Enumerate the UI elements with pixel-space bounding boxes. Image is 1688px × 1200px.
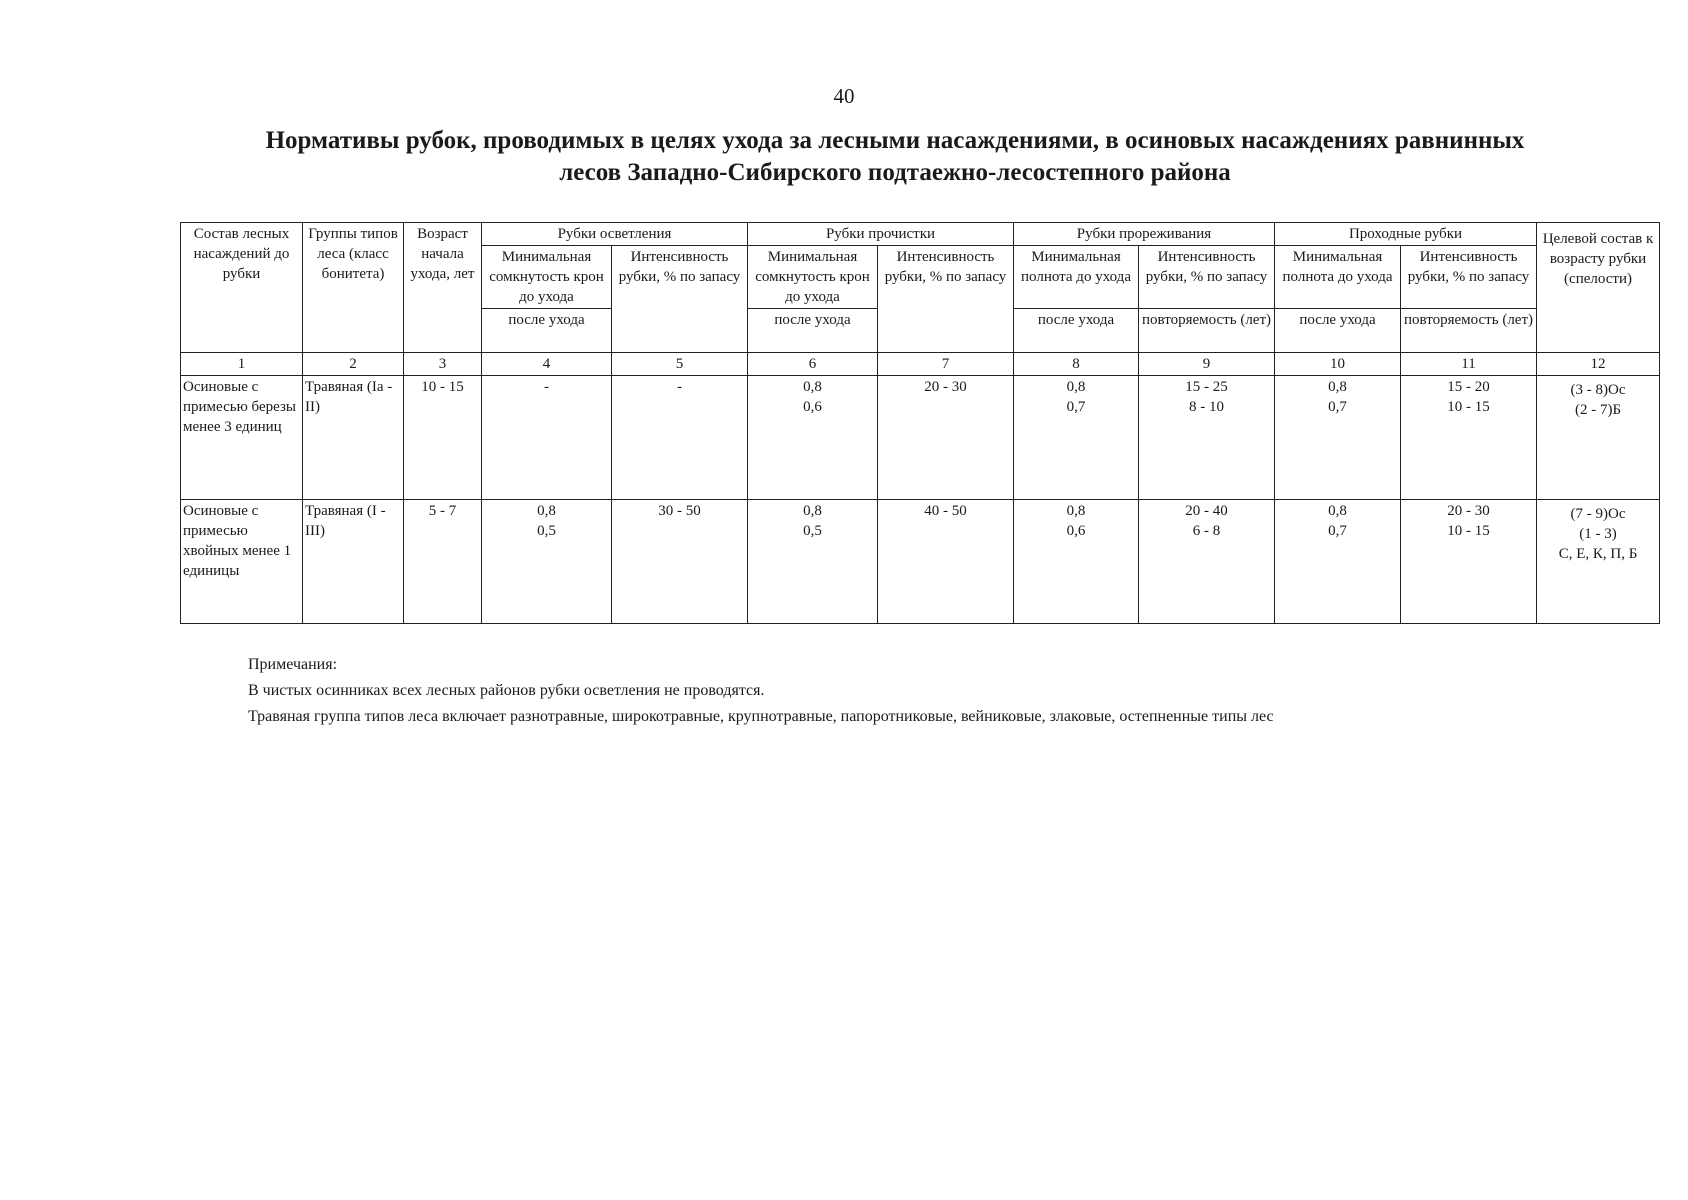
cell-value-repeatability: 8 - 10 bbox=[1189, 399, 1224, 415]
header-clearing-intensity: Интенсивность рубки, % по запасу bbox=[612, 246, 748, 353]
table-row bbox=[181, 500, 1660, 624]
header-clearing: Рубки осветления bbox=[482, 223, 748, 246]
cell-value-repeatability: 10 - 15 bbox=[1447, 523, 1490, 539]
header-row-1 bbox=[181, 223, 1660, 246]
cell-value-after: 0,5 bbox=[803, 523, 822, 539]
header-cleaning-min-closure: Минимальная сомкнутость крон до ухода bbox=[748, 246, 878, 309]
cell-composition: Осиновые с примесью хвойных менее 1 единицы bbox=[181, 500, 303, 624]
cell-cleaning-min-closure bbox=[748, 376, 878, 500]
cell-forest-type-group: Травяная (I - III) bbox=[303, 500, 404, 624]
header-start-age: Возраст начала ухода, лет bbox=[404, 223, 482, 353]
cell-value: 20 - 40 bbox=[1185, 503, 1228, 519]
header-cleaning: Рубки прочистки bbox=[748, 223, 1014, 246]
header-passing-repeatability: повторяемость (лет) bbox=[1401, 309, 1537, 353]
cell-value: 20 - 30 bbox=[1447, 503, 1490, 519]
cell-value-after: 0,7 bbox=[1066, 399, 1086, 415]
header-clearing-min-closure: Минимальная сомкнутость крон до ухода bbox=[482, 246, 612, 309]
cell-value: 0,8 bbox=[537, 503, 556, 519]
column-number: 2 bbox=[303, 353, 404, 376]
cell-clearing-intensity bbox=[612, 376, 748, 500]
header-thinning-min-density: Минимальная полнота до ухода bbox=[1014, 246, 1139, 309]
cell-thinning-intensity bbox=[1139, 500, 1275, 624]
cell-target-composition bbox=[1537, 500, 1660, 624]
document-title bbox=[150, 125, 1640, 189]
cell-target-composition bbox=[1537, 376, 1660, 500]
column-number: 8 bbox=[1014, 353, 1139, 376]
column-number: 4 bbox=[482, 353, 612, 376]
cell-composition: Осиновые с примесью березы менее 3 единиц bbox=[181, 376, 303, 500]
notes-heading: Примечания: bbox=[248, 656, 338, 673]
cell-value: 0,8 bbox=[1328, 503, 1347, 519]
page-number: 40 bbox=[833, 84, 855, 108]
header-thinning-intensity: Интенсивность рубки, % по запасу bbox=[1139, 246, 1275, 309]
cell-passing-min-density bbox=[1275, 500, 1401, 624]
notes-section bbox=[248, 652, 1648, 730]
cell-forest-type-group: Травяная (Iа - II) bbox=[303, 376, 404, 500]
column-number: 7 bbox=[878, 353, 1014, 376]
column-number: 12 bbox=[1537, 353, 1660, 376]
cell-cleaning-intensity bbox=[878, 376, 1014, 500]
norms-table bbox=[180, 222, 1660, 624]
header-clearing-after-care: после ухода bbox=[482, 309, 612, 353]
header-passing-min-density: Минимальная полнота до ухода bbox=[1275, 246, 1401, 309]
header-passing-after-care: после ухода bbox=[1275, 309, 1401, 353]
cell-value-repeatability: 6 - 8 bbox=[1192, 523, 1221, 539]
cell-value: - bbox=[677, 379, 682, 395]
table-row bbox=[181, 376, 1660, 500]
cell-value: 40 - 50 bbox=[924, 503, 967, 519]
cell-value: 20 - 30 bbox=[924, 379, 967, 395]
header-thinning: Рубки прореживания bbox=[1014, 223, 1275, 246]
cell-start-age: 10 - 15 bbox=[404, 376, 482, 500]
header-cleaning-intensity: Интенсивность рубки, % по запасу bbox=[878, 246, 1014, 353]
cell-thinning-min-density bbox=[1014, 376, 1139, 500]
note-item: Травяная группа типов леса включает разнотравные, широкотравные, крупнотравные, папоротниковые, вейниковые, злаковые, остепненные типы лес bbox=[248, 708, 1274, 725]
header-passing: Проходные рубки bbox=[1275, 223, 1537, 246]
cell-clearing-min-closure bbox=[482, 376, 612, 500]
cell-value: 15 - 25 bbox=[1185, 379, 1228, 395]
cell-passing-min-density bbox=[1275, 376, 1401, 500]
cell-thinning-intensity bbox=[1139, 376, 1275, 500]
cell-clearing-intensity bbox=[612, 500, 748, 624]
note-item: В чистых осинниках всех лесных районов рубки осветления не проводятся. bbox=[248, 682, 765, 699]
column-number: 5 bbox=[612, 353, 748, 376]
column-number: 1 bbox=[181, 353, 303, 376]
header-cleaning-after-care: после ухода bbox=[748, 309, 878, 353]
cell-value: 0,8 bbox=[1328, 379, 1347, 395]
cell-value: 30 - 50 bbox=[658, 503, 701, 519]
cell-value: (3 - 8)Ос bbox=[1570, 382, 1626, 398]
cell-value: (2 - 7)Б bbox=[1574, 402, 1622, 418]
cell-value: 0,8 bbox=[1066, 503, 1086, 519]
header-composition: Состав лесных насаждений до рубки bbox=[181, 223, 303, 353]
cell-value: С, Е, К, П, Б bbox=[1558, 546, 1638, 562]
column-number: 11 bbox=[1401, 353, 1537, 376]
cell-clearing-min-closure bbox=[482, 500, 612, 624]
column-number: 6 bbox=[748, 353, 878, 376]
document-title-line-2: лесов Западно-Сибирского подтаежно-лесостепного района bbox=[559, 159, 1231, 186]
cell-value: (7 - 9)Ос bbox=[1570, 506, 1626, 522]
cell-value-after: 0,6 bbox=[803, 399, 822, 415]
cell-value: 0,8 bbox=[803, 503, 822, 519]
cell-value: - bbox=[544, 379, 549, 395]
header-forest-type-group: Группы типов леса (класс бонитета) bbox=[303, 223, 404, 353]
cell-passing-intensity bbox=[1401, 500, 1537, 624]
cell-thinning-min-density bbox=[1014, 500, 1139, 624]
cell-value-after: 0,5 bbox=[537, 523, 556, 539]
header-passing-intensity: Интенсивность рубки, % по запасу bbox=[1401, 246, 1537, 309]
cell-cleaning-intensity bbox=[878, 500, 1014, 624]
cell-value-repeatability: 10 - 15 bbox=[1447, 399, 1490, 415]
cell-passing-intensity bbox=[1401, 376, 1537, 500]
cell-cleaning-min-closure bbox=[748, 500, 878, 624]
cell-start-age: 5 - 7 bbox=[404, 500, 482, 624]
cell-value: (1 - 3) bbox=[1579, 526, 1617, 542]
column-number: 3 bbox=[404, 353, 482, 376]
header-thinning-after-care: после ухода bbox=[1014, 309, 1139, 353]
header-thinning-repeatability: повторяемость (лет) bbox=[1139, 309, 1275, 353]
cell-value-after: 0,7 bbox=[1328, 523, 1347, 539]
cell-value: 0,8 bbox=[1066, 379, 1086, 395]
header-target-composition: Целевой состав к возрасту рубки (спелости) bbox=[1537, 223, 1660, 353]
cell-value: 15 - 20 bbox=[1447, 379, 1490, 395]
column-number: 9 bbox=[1139, 353, 1275, 376]
document-title-line-1: Нормативы рубок, проводимых в целях ухода за лесными насаждениями, в осиновых насаждениях равнинных bbox=[265, 127, 1525, 154]
column-number: 10 bbox=[1275, 353, 1401, 376]
cell-value-after: 0,6 bbox=[1066, 523, 1086, 539]
cell-value-after: 0,7 bbox=[1328, 399, 1347, 415]
cell-value: 0,8 bbox=[803, 379, 822, 395]
column-number-row bbox=[181, 353, 1660, 376]
